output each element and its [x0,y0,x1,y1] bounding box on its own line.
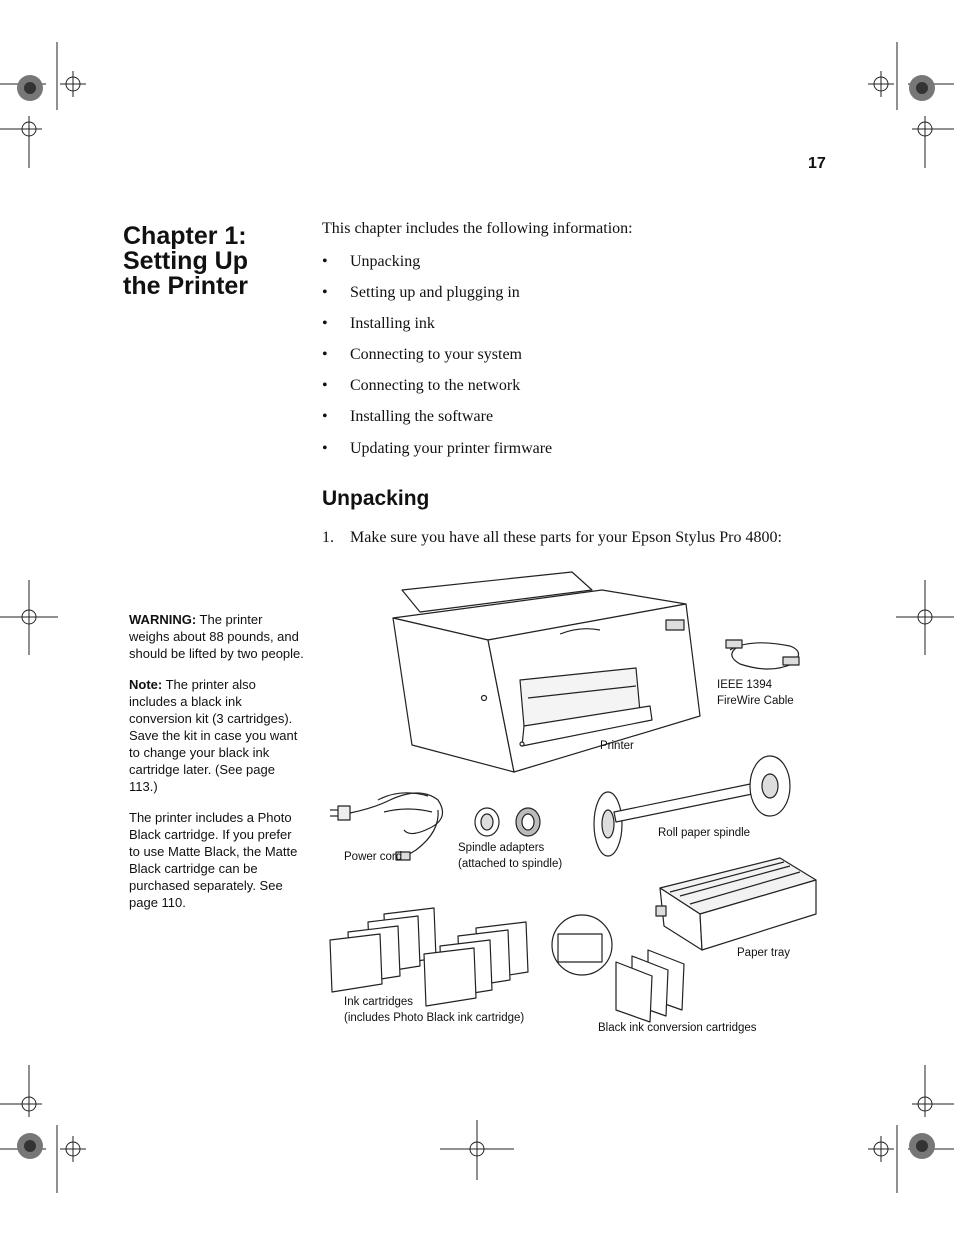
printer-label: Printer [600,740,634,752]
bullet-icon: • [322,408,328,425]
chapter-title-line: the Printer [123,272,249,300]
roll-spindle-label: Roll paper spindle [658,827,751,839]
warning-label: WARNING: [129,612,197,627]
bullet-icon: • [322,284,328,301]
bullet-icon: • [322,315,328,332]
firewire-cable-image [726,640,799,669]
roll-spindle-image [594,756,790,856]
black-ink-conversion-image [616,950,684,1022]
ink-cartridges-image [330,908,612,1006]
chapter-title-line: Setting Up [123,247,248,275]
warning-note: WARNING: The printer weighs about 88 pounds, and should be lifted by two people. [129,612,304,661]
power-cord-label: Power cord [344,851,403,863]
intro-text: This chapter includes the following information: [322,220,633,237]
black-ink-conversion-label: Black ink conversion cartridges [598,1022,757,1034]
ink-cartridges-label: Ink cartridges (includes Photo Black ink cartridge) [344,996,525,1024]
note: Note: The printer also includes a black ink conversion kit (3 cartridges). Save the kit in case you want to change your black ink cartridge later. (See page 113.) [129,677,298,794]
printer-image [393,572,700,772]
bullet-icon: • [322,440,328,457]
bullet-icon: • [322,377,328,394]
step-text: Make sure you have all these parts for your Epson Stylus Pro 4800: [350,529,782,546]
page-number: 17 [808,155,826,172]
note-continued: The printer includes a Photo Black cartridge. If you prefer to use Matte Black, the Matte Black cartridge can be purchased separately. See page 110. [129,810,298,910]
bullet-icon: • [322,346,328,363]
spindle-adapters-label: Spindle adapters (attached to spindle) [458,842,563,870]
section-heading: Unpacking [322,487,430,510]
chapter-title-line: Chapter 1: [123,222,247,250]
paper-tray-image [656,858,816,950]
note-label: Note: [129,677,163,692]
spindle-adapter-image [475,808,540,836]
firewire-cable-label: IEEE 1394 FireWire Cable [717,679,794,707]
paper-tray-label: Paper tray [737,947,791,959]
bullet-icon: • [322,253,328,270]
step-number: 1. [322,529,334,546]
